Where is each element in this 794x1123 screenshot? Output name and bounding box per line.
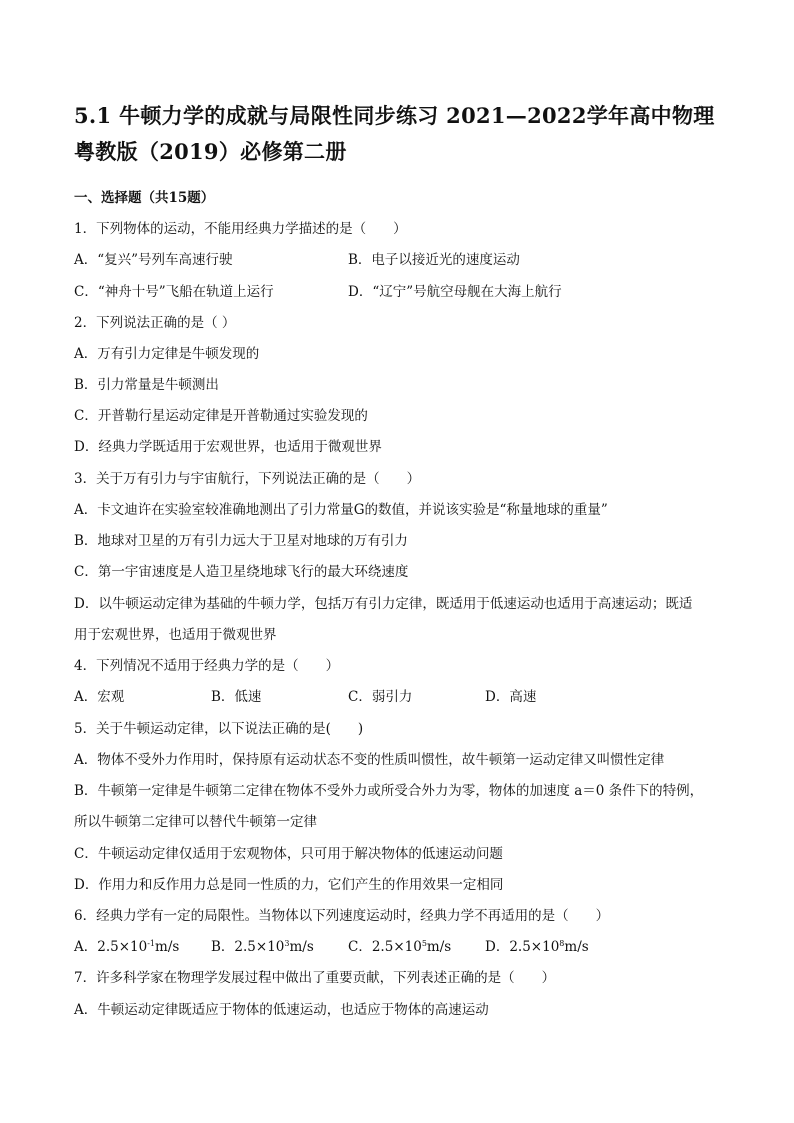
question-7-stem: 7．许多科学家在物理学发展过程中做出了重要贡献，下列表述正确的是（ ）: [74, 970, 556, 986]
option-label: C．: [348, 939, 372, 955]
question-6-option-d: [485, 935, 589, 955]
document-title: 5.1 牛顿力学的成就与局限性同步练习 2021—2022学年高中物理粤教版（2019）必修第二册: [74, 103, 715, 164]
question-4-option-b: B．低速: [211, 689, 262, 705]
value-unit: m/s: [155, 939, 180, 955]
question-6-option-c: [348, 935, 451, 955]
question-5-option-c: C．牛顿运动定律仅适用于宏观物体，只可用于解决物体的低速运动问题: [74, 846, 503, 862]
question-3-option-b: B．地球对卫星的万有引力远大于卫星对地球的万有引力: [74, 533, 408, 549]
value-base: 2.5×10: [509, 939, 560, 955]
value-base: 2.5×10: [371, 939, 422, 955]
question-3-option-c: C．第一宇宙速度是人造卫星绕地球飞行的最大环绕速度: [74, 564, 409, 580]
question-1-option-b: B．电子以接近光的速度运动: [348, 252, 520, 268]
question-2-option-a: A．万有引力定律是牛顿发现的: [74, 346, 260, 362]
option-label: A．: [74, 939, 98, 955]
question-2-option-d: D．经典力学既适用于宏观世界，也适用于微观世界: [74, 439, 382, 455]
question-5-option-d: D．作用力和反作用力总是同一性质的力，它们产生的作用效果一定相同: [74, 877, 504, 893]
question-4-option-c: C．弱引力: [348, 689, 413, 705]
question-3-stem: 3．关于万有引力与宇宙航行，下列说法正确的是（ ）: [74, 471, 421, 487]
question-4-option-d: D．高速: [485, 689, 537, 705]
question-7-option-a: A．牛顿运动定律既适应于物体的低速运动，也适应于物体的高速运动: [74, 1002, 489, 1018]
question-6-option-a: [74, 935, 179, 955]
question-5-option-a: A．物体不受外力作用时，保持原有运动状态不变的性质叫惯性，故牛顿第一运动定律又叫惯性定律: [74, 752, 665, 768]
option-label: D．: [485, 939, 510, 955]
value-unit: m/s: [289, 939, 314, 955]
question-1-option-c: C．“神舟十号”飞船在轨道上运行: [74, 284, 274, 300]
value-base: 2.5×10: [97, 939, 148, 955]
value-exponent: -1: [147, 939, 156, 948]
question-2-option-b: B．引力常量是牛顿测出: [74, 377, 219, 393]
question-2-option-c: C．开普勒行星运动定律是开普勒通过实验发现的: [74, 408, 368, 424]
question-6-option-b: [211, 935, 314, 955]
value-unit: m/s: [564, 939, 589, 955]
question-5-stem: 5．关于牛顿运动定律，以下说法正确的是( ): [74, 721, 364, 737]
value-base: 2.5×10: [234, 939, 285, 955]
value-exponent: 3: [284, 939, 290, 948]
question-3-option-d: D．以牛顿运动定律为基础的牛顿力学，包括万有引力定律，既适用于低速运动也适用于高速运动；既适: [74, 596, 693, 612]
option-label: B．: [211, 939, 235, 955]
value-unit: m/s: [426, 939, 452, 955]
question-6-stem: 6．经典力学有一定的局限性。当物体以下列速度运动时，经典力学不再适用的是（ ）: [74, 908, 610, 924]
question-5-option-b-continued: 所以牛顿第二定律可以替代牛顿第一定律: [74, 814, 317, 830]
question-4-option-a: A．宏观: [74, 689, 125, 705]
value-exponent: 5: [421, 939, 427, 948]
section-heading: 一、选择题（共15题）: [74, 190, 215, 206]
question-1-option-d: D．“辽宁”号航空母舰在大海上航行: [348, 284, 562, 300]
question-1-option-a: A．“复兴”号列车高速行驶: [74, 252, 233, 268]
value-exponent: 8: [559, 939, 565, 948]
question-3-option-d-continued: 用于宏观世界，也适用于微观世界: [74, 627, 277, 643]
question-5-option-b: B．牛顿第一定律是牛顿第二定律在物体不受外力或所受合外力为零，物体的加速度 a＝0 条件下的特例，: [74, 783, 704, 799]
question-3-option-a: A．卡文迪许在实验室较准确地测出了引力常量G的数值，并说该实验是“称量地球的重量”: [74, 502, 608, 518]
question-4-stem: 4．下列情况不适用于经典力学的是（ ）: [74, 658, 340, 674]
question-1-stem: 1．下列物体的运动，不能用经典力学描述的是（ ）: [74, 221, 407, 237]
question-2-stem: 2．下列说法正确的是（ ）: [74, 315, 236, 331]
